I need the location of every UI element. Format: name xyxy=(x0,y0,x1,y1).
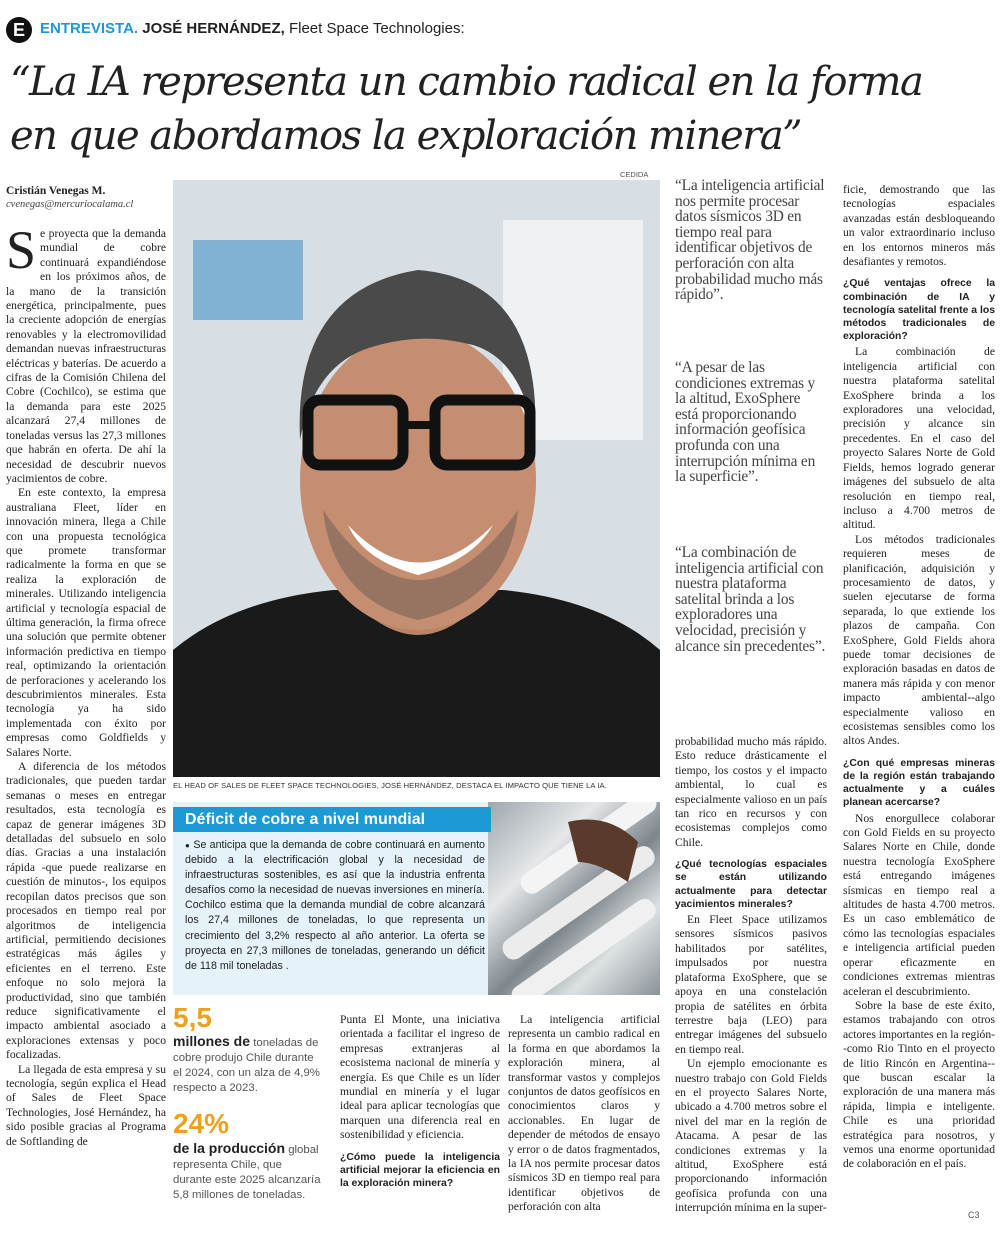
stat-text: de la producción global representa Chile, que durante este 2025 alcanzaría 5,8 millones de toneladas. xyxy=(173,1140,321,1201)
drop-cap: S xyxy=(6,227,37,280)
core-samples-illustration xyxy=(488,802,660,995)
box-image xyxy=(488,802,660,995)
column-6 xyxy=(843,183,995,1230)
paragraph: Nos enorgullece colaborar con Gold Fields en su proyecto Salares Norte en Chile, donde nuestra tecnología ExoSphere está entregando imágenes sísmicas en tiempo real a altitudes de hasta 4.700 metros. Es un caso emblemático de cómo las tecnologías espaciales e inteligencia artificial pueden operar eficazmente en condiciones extremas mientras aceleran el descubrimiento. xyxy=(843,811,995,998)
portrait-illustration xyxy=(173,180,660,777)
paragraph: La llegada de esta empresa y su tecnología, según explica el Head of Sales de Fleet Space Technologies, José Hernández, ha sido posible gracias al Programa de Softlanding de xyxy=(6,1062,166,1148)
photo-caption: EL HEAD OF SALES DE FLEET SPACE TECHNOLOGIES, JOSÉ HERNÁNDEZ, DESTACA EL IMPACTO QUE TIENE LA IA. xyxy=(173,781,607,790)
paragraph: ficie, demostrando que las tecnologías espaciales avanzadas están desbloqueando un valor extraordinario incluso en los entornos mineros más desafiantes y remotos. xyxy=(843,183,995,269)
stat-number: 5,5 xyxy=(173,1002,212,1033)
pull-quote-1: “La inteligencia artificial nos permite procesar datos sísmicos 3D en tiempo real para identificar objetivos de perforación con alta probabilidad mucho más rápido”. xyxy=(675,177,825,304)
header-kicker xyxy=(40,20,465,37)
question: ¿Qué ventajas ofrece la combinación de IA y tecnología satelital frente a los métodos tradicionales de exploración? xyxy=(843,278,995,343)
paragraph: En Fleet Space utilizamos sensores sísmicos pasivos habilitados por satélites, impulsados por nuestra plataforma ExoSphere, que se apoya en una constelación propia de satélites en órbita terrestre baja (LEO) para entregar imágenes del subsuelo en tiempo real. xyxy=(675,913,827,1056)
section-badge: E xyxy=(6,17,32,43)
stat-2 xyxy=(173,1107,321,1203)
portrait-photo xyxy=(173,180,660,777)
bullet: ● xyxy=(185,841,191,850)
interviewee-company: Fleet Space Technologies: xyxy=(288,20,465,37)
headline-line-2: en que abordamos la exploración minera” xyxy=(10,113,802,159)
column-3-bottom xyxy=(340,1013,500,1228)
column-4-bottom xyxy=(508,1013,660,1228)
column-1 xyxy=(6,227,166,1230)
stat-text: millones de toneladas de cobre produjo Chile durante el 2024, con un alza de 4,9% respecto a 2023. xyxy=(173,1033,320,1094)
paragraph: Un ejemplo emocionante es nuestro trabajo con Gold Fields en el proyecto Salares Norte, ubicado a 4.700 metros sobre el nivel del mar en la región de Atacama. A pesar de las condiciones extremas y la altitud, ExoSphere está proporcionando información geofísica profunda con una interrupción mínima en la super- xyxy=(675,1057,827,1215)
headline-line-1: “La IA representa un cambio radical en la forma xyxy=(10,59,923,105)
box-text: ● Se anticipa que la demanda de cobre continuará en aumento debido a la electrificación global y la necesidad de infraestructuras sostenibles, es así que la industria enfrenta desafíos como la necesidad de nuevas inversiones en minería. Cochilco estima que la demanda mundial de cobre alcanzará los 27,4 millones de toneladas, lo que representa un crecimiento del 3,2% respecto al año anterior. La oferta se proyecta en 27,3 millones de toneladas, generando un déficit de 118 mil toneladas . xyxy=(185,839,485,972)
deficit-box xyxy=(173,802,660,995)
paragraph: A diferencia de los métodos tradicionales, que pueden tardar semanas o meses en entregar resultados, esta tecnología es capaz de generar imágenes 3D detalladas del subsuelo en solo días. Gracias a una instalación rápida -que puede realizarse en cuestión de minutos-, los equipos recopilan datos precisos que son procesados en tiempo real por algoritmos de inteligencia artificial, permitiendo decisiones estratégicas más ágiles y eficientes en el terreno. Este enfoque no solo mejora la productividad, sino que también reduce significativamente el impacto ambiental asociado a exploraciones extensas y poco focalizadas. xyxy=(6,760,166,1062)
author-email: cvenegas@mercuriocalama.cl xyxy=(6,199,134,210)
column-5 xyxy=(675,735,827,1230)
box-title: Déficit de cobre a nivel mundial xyxy=(173,807,491,832)
stat-number: 24% xyxy=(173,1108,230,1139)
photo-credit: CEDIDA xyxy=(620,170,649,179)
end-mark: C3 xyxy=(968,1210,980,1220)
paragraph: probabilidad mucho más rápido. Esto reduce drásticamente el tiempo, los costos y el impacto ambiental, lo cual es especialmente valioso en un país tan rico en recursos y con ecosistemas complejos como Chile. xyxy=(675,735,827,849)
paragraph: Se proyecta que la demanda mundial de cobre continuará expandiéndose en los próximos años, de la mano de la transición energética, principalmente, pues la creciente adopción de energías renovables y la electromovilidad demandan nuevas infraestructuras eléctricas y baterías. De acuerdo a cifras de la Comisión Chilena del Cobre (Cochilco), se estima que la demanda para este 2025 alcanzará 27,4 millones de toneladas versus las 27,3 millones que habrán en oferta. De ahí la necesidad de descubrir nuevos yacimientos de cobre. xyxy=(6,227,166,485)
paragraph: Punta El Monte, una iniciativa orientada a facilitar el ingreso de empresas extranjeras al ecosistema nacional de minería y energía. Es que Chile es un líder mundial en minería y el lugar ideal para aplicar tecnologías que marquen una diferencia real en sostenibilidad y eficiencia. xyxy=(340,1013,500,1142)
paragraph: Los métodos tradicionales requieren meses de planificación, adquisición y procesamiento de datos, y suelen ejecutarse de forma separada, lo que extiende los plazos de campaña. Con ExoSphere, Gold Fields ahora puede tomar decisiones de exploración basadas en datos de manera más rápida y con menor impacto ambiental--algo especialmente valioso en ecosistemas sensibles como los altos Andes. xyxy=(843,532,995,748)
paragraph: La inteligencia artificial representa un cambio radical en la forma en que abordamos la exploración minera, al transformar vastos y complejos conjuntos de datos geofísicos en conocimientos claros y accionables. En lugar de depender de métodos de ensayo y error o de datos fragmentados, la IA nos permite procesar datos sísmicos 3D en tiempo real para identificar objetivos de perforación con alta xyxy=(508,1013,660,1214)
byline xyxy=(6,184,166,212)
pull-quote-3: “La combinación de inteligencia artificial con nuestra plataforma satelital brinda a los exploradores una velocidad, precisión y alcance sin precedentes”. xyxy=(675,544,826,655)
paragraph: En este contexto, la empresa australiana Fleet, líder en innovación minera, llega a Chile con una propuesta tecnológica que promete transformar radicalmente la forma en que se realiza la exploración de minerales. Utilizando inteligencia artificial y tecnología espacial de última generación, la firma ofrece una solución que permite obtener información predictiva en tiempo real, optimizando la orientación de perforaciones y acelerando los descubrimientos minerales. Esta tecnología ya ha sido implementada con éxito por empresas como Goldfields y Salares Norte. xyxy=(6,486,166,759)
pull-quote-2: “A pesar de las condiciones extremas y la altitud, ExoSphere está proporcionando información geofísica profunda con una interrupción mínima en la superficie”. xyxy=(675,359,816,486)
interviewee-name: JOSÉ HERNÁNDEZ, xyxy=(142,20,285,37)
question: ¿Con qué empresas mineras de la región están trabajando actualmente y a cuáles planean acercarse? xyxy=(843,757,995,809)
section-label: ENTREVISTA. xyxy=(40,20,139,37)
stat-1 xyxy=(173,1002,321,1096)
headline xyxy=(10,55,995,163)
author-name: Cristián Venegas M. xyxy=(6,185,106,197)
paragraph: La combinación de inteligencia artificial con nuestra plataforma satelital ExoSphere brinda a los exploradores una velocidad, precisión y alcance sin precedentes. En el caso del proyecto Salares Norte de Gold Fields, hemos logrado generar imágenes del subsuelo de alta resolución en tiempo real, incluso a 4.700 metros de altitud. xyxy=(843,345,995,532)
question: ¿Qué tecnologías espaciales se están utilizando actualmente para detectar yacimientos minerales? xyxy=(675,859,827,910)
paragraph: Sobre la base de este éxito, estamos trabajando con otros actores importantes en la región--como Rio Tinto en el proyecto de litio Rincón en Argentina--que buscan escalar la exploración de una manera más rápida, limpia e inteligente. Chile es una prioridad estratégica para nosotros, y vemos una enorme oportunidad de colaboración en el país. xyxy=(843,998,995,1171)
question: ¿Cómo puede la inteligencia artificial mejorar la eficiencia en la exploración minera? xyxy=(340,1151,500,1190)
